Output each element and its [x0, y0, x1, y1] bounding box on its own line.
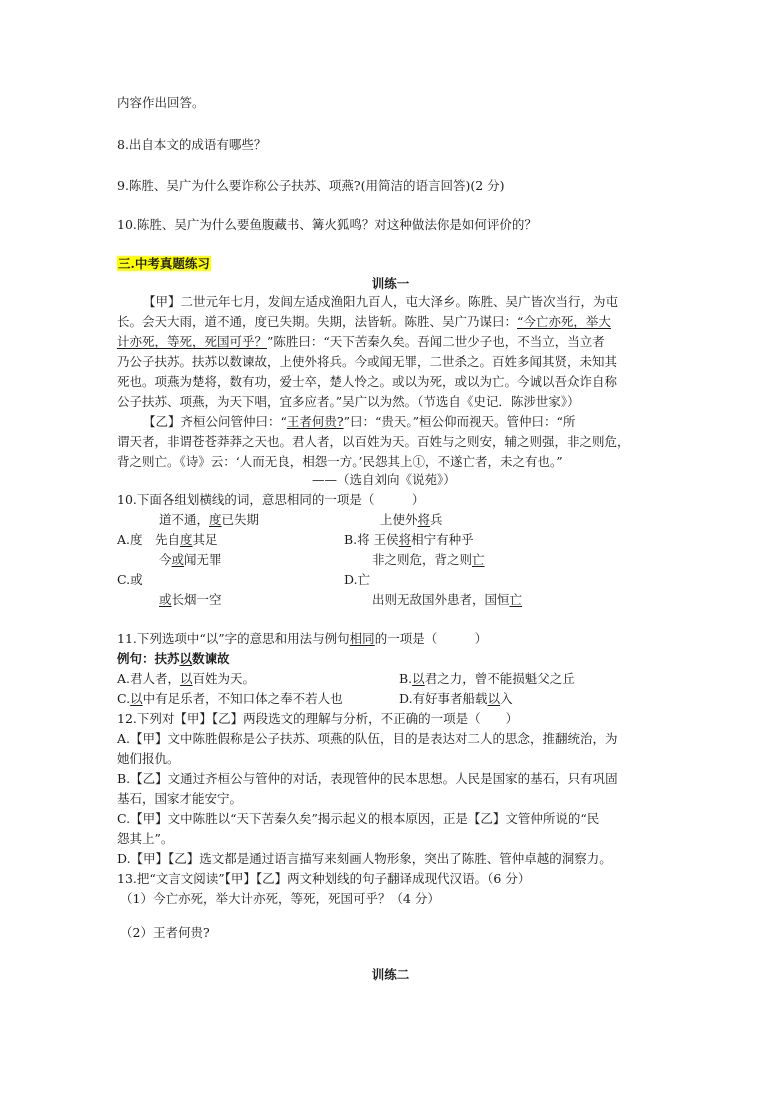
- question-12-option-a-line-2: 她们报仇。: [117, 751, 180, 766]
- question-8: 8.出自本文的成语有哪些？: [117, 137, 267, 152]
- option-c-example: 或长烟一空: [159, 592, 222, 607]
- section-title: [117, 256, 211, 272]
- question-12-option-b-line-2: 基石，国家才能安宁。: [117, 791, 243, 806]
- option-d-context: 非之则危，背之则亡: [372, 552, 485, 567]
- yi-source: ——（选自刘向《说苑》）: [312, 472, 456, 487]
- question-13: 13.把“文言文阅读”【甲】【乙】两文种划线的句子翻译成现代汉语。（6 分）: [117, 871, 531, 886]
- question-11-option-b: B.以君之力，曾不能损魁父之丘: [399, 671, 575, 686]
- question-12-option-b-line-1: B.【乙】文通过齐桓公与管仲的对话，表现管仲的民本思想。人民是国家的基石，只有巩固: [117, 771, 618, 786]
- jia-line-5: 死也。项燕为楚将，数有功，爱士卒，楚人怜之。或以为死，或以为亡。今诚以吾众诈自称: [117, 374, 618, 389]
- intro-tail: 内容作出回答。: [117, 95, 205, 110]
- option-c: C.或: [117, 572, 143, 587]
- jia-line-2: 长。会天大雨，道不通，度已失期。失期，法皆斩。陈胜、吴广乃谋曰：“今亡亦死，举大: [117, 314, 611, 329]
- question-11-example: 例句：扶苏以数谏故: [117, 651, 230, 666]
- yi-line-1: 【乙】齐桓公问管仲曰：“王者何贵?”曰：“贵天。”桓公仰而视天。管仲曰：“所: [143, 414, 576, 429]
- option-a: A.度 先自度其足: [117, 532, 218, 547]
- option-a-context: 道不通，度已失期: [159, 512, 260, 527]
- jia-line-6: 公子扶苏、项燕，为天下唱，宜多应者。”吴广以为然。（节选自《史记．陈涉世家》）: [117, 394, 580, 409]
- question-11-option-c: C.以中有足乐者，不知口体之奉不若人也: [117, 691, 343, 706]
- section-title-text: 三.中考真题练习: [118, 256, 210, 271]
- question-12: 12.下列对【甲】【乙】两段选文的理解与分析，不正确的一项是（ ）: [117, 711, 519, 726]
- question-13-sentence-1: （1）今亡亦死，举大计亦死，等死，死国可乎？（4 分）: [120, 891, 440, 906]
- question-12-option-a-line-1: A.【甲】文中陈胜假称是公子扶苏、项燕的队伍，目的是表达对二人的思念，推翻统治，为: [117, 731, 618, 746]
- yi-line-2: 谓天者，非谓苍苍莽莽之天也。君人者，以百姓为天。百姓与之则安，辅之则强，非之则危，: [117, 434, 630, 449]
- question-12-option-c-line-1: C.【甲】文中陈胜以“天下苦秦久矣”揭示起义的根本原因，正是【乙】文管仲所说的“民: [117, 811, 600, 826]
- option-d: D.亡: [344, 572, 371, 587]
- jia-line-1: 【甲】二世元年七月，发闾左适戍渔阳九百人，屯大泽乡。陈胜、吴广皆次当行，为屯: [143, 294, 619, 309]
- option-d-example: 出则无敌国外患者，国恒亡: [372, 592, 523, 607]
- question-12-option-d: D.【甲】【乙】选文都是通过语言描写来刻画人物形象，突出了陈胜、管仲卓越的洞察力。: [117, 851, 612, 866]
- yi-underlined-sentence: 王者何贵?: [286, 414, 344, 429]
- question-12-option-c-line-2: 怨其上”。: [117, 831, 174, 846]
- question-10-second: 10.下面各组划横线的词，意思相同的一项是（ ）: [117, 492, 425, 507]
- question-10-first: 10.陈胜、吴广为什么要鱼腹藏书、篝火狐鸣？对这种做法你是如何评价的？: [117, 217, 537, 232]
- question-11-option-d: D.有好事者船载以入: [399, 691, 513, 706]
- question-11-option-a: A.君人者，以百姓为天。: [117, 671, 256, 686]
- option-c-context: 今或闻无罪: [159, 552, 222, 567]
- training-2-title: 训练二: [371, 967, 410, 982]
- option-b: B.将 王侯将相宁有种乎: [344, 532, 474, 547]
- yi-line-3: 背之则亡。《诗》云：‘人而无良，相怨一方。’民怨其上①，不遂亡者，未之有也。”: [117, 454, 563, 469]
- jia-line-3: 计亦死，等死，死国可乎？”陈胜曰：“天下苦秦久矣。吾闻二世少子也，不当立，当立者: [117, 334, 605, 349]
- jia-line-4: 乃公子扶苏。扶苏以数谏故，上使外将兵。今或闻无罪，二世杀之。百姓多闻其贤，未知其: [117, 354, 618, 369]
- jia-underlined-sentence-a: “今亡亦死，举大: [517, 314, 611, 329]
- training-1-title: 训练一: [371, 276, 410, 291]
- question-13-sentence-2: （2）王者何贵?: [120, 925, 210, 940]
- question-9: 9.陈胜、吴广为什么要诈称公子扶苏、项燕?(用简洁的语言回答)(2 分): [117, 178, 505, 193]
- question-11: 11.下列选项中“以”字的意思和用法与例句相同的一项是（ ）: [117, 631, 488, 646]
- option-b-context: 上使外将兵: [380, 512, 443, 527]
- jia-underlined-sentence-b: 计亦死，等死，死国可乎？: [117, 334, 268, 349]
